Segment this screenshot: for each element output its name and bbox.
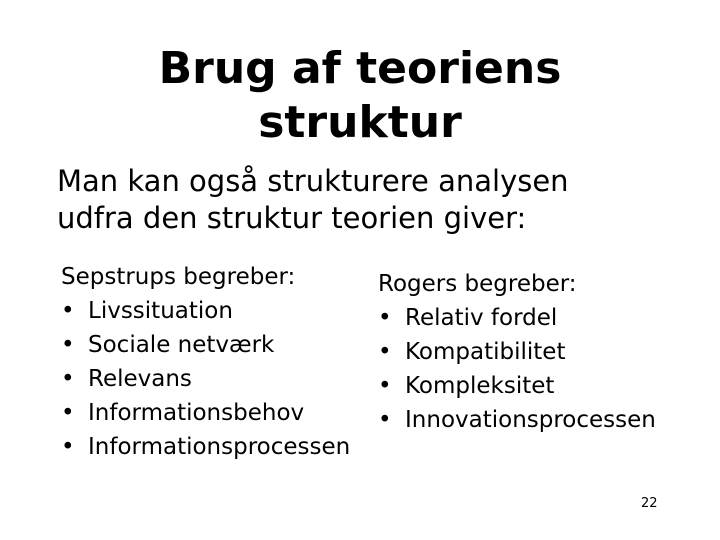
bullet-icon: • bbox=[61, 332, 75, 358]
list-item bbox=[61, 430, 351, 464]
bullet-icon: • bbox=[378, 305, 392, 331]
list-item-text: Relevans bbox=[88, 366, 192, 392]
list-item bbox=[378, 369, 678, 403]
list-item-text: Kompatibilitet bbox=[405, 339, 566, 365]
bullet-icon: • bbox=[61, 400, 75, 426]
list-item bbox=[378, 403, 678, 437]
sepstrup-column bbox=[61, 260, 351, 464]
sepstrup-heading: Sepstrups begreber: bbox=[61, 264, 296, 290]
rogers-heading: Rogers begreber: bbox=[378, 271, 577, 297]
slide-title-line-1: Brug af teoriens bbox=[158, 43, 562, 94]
list-item-text: Livssituation bbox=[88, 298, 233, 324]
page-number: 22 bbox=[641, 496, 658, 511]
intro-line-1: Man kan også strukturere analysen bbox=[57, 164, 569, 198]
bullet-icon: • bbox=[61, 298, 75, 324]
intro-text bbox=[57, 163, 697, 237]
bullet-icon: • bbox=[378, 407, 392, 433]
bullet-icon: • bbox=[378, 373, 392, 399]
list-item bbox=[61, 362, 351, 396]
bullet-icon: • bbox=[378, 339, 392, 365]
list-item-text: Sociale netværk bbox=[88, 332, 275, 358]
list-item bbox=[61, 294, 351, 328]
list-item-text: Informationsbehov bbox=[88, 400, 305, 426]
list-item-text: Innovationsprocessen bbox=[405, 407, 656, 433]
list-item-text: Informationsprocessen bbox=[88, 434, 351, 460]
list-item bbox=[378, 301, 678, 335]
bullet-icon: • bbox=[61, 434, 75, 460]
list-item-text: Relativ fordel bbox=[405, 305, 558, 331]
sepstrup-list bbox=[61, 294, 351, 464]
rogers-list bbox=[378, 301, 678, 437]
list-item-text: Kompleksitet bbox=[405, 373, 555, 399]
slide-title-line-2: struktur bbox=[258, 97, 462, 148]
slide-title bbox=[0, 42, 720, 150]
list-item bbox=[61, 396, 351, 430]
bullet-icon: • bbox=[61, 366, 75, 392]
list-item bbox=[378, 335, 678, 369]
intro-line-2: udfra den struktur teorien giver: bbox=[57, 201, 527, 235]
rogers-column bbox=[378, 267, 678, 437]
list-item bbox=[61, 328, 351, 362]
